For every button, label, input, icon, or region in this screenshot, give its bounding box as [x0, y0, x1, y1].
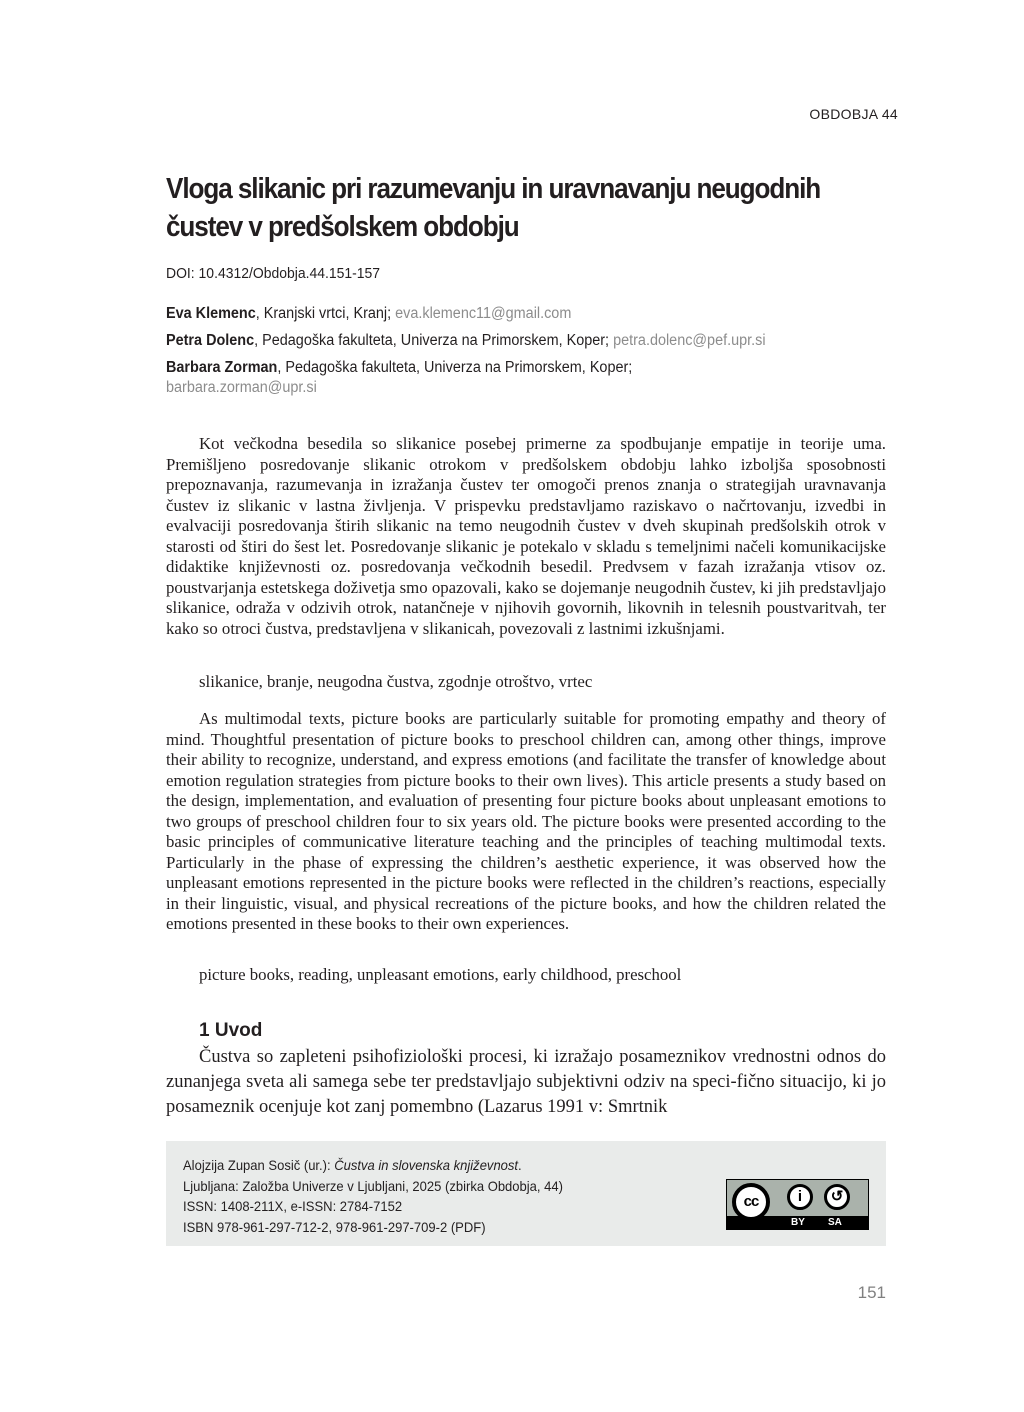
author-affiliation: , Pedagoška fakulteta, Univerza na Primorskem, Koper;: [254, 332, 614, 349]
running-head: OBDOBJA 44: [809, 106, 898, 122]
abstract-slovene: [166, 434, 886, 639]
author-email[interactable]: petra.dolenc@pef.upr.si: [613, 332, 766, 349]
publication-info: [183, 1155, 563, 1237]
cc-by-sa-license-badge[interactable]: [726, 1179, 869, 1230]
issn-line: ISSN: 1408-211X, e-ISSN: 2784-7152: [183, 1198, 403, 1214]
page-number: 151: [857, 1283, 886, 1302]
isbn-line: ISBN 978-961-297-712-2, 978-961-297-709-2 (PDF): [183, 1218, 486, 1235]
author-name: Petra Dolenc: [166, 332, 255, 349]
keywords-english: picture books, reading, unpleasant emotions, early childhood, preschool: [199, 965, 682, 984]
author-email[interactable]: barbara.zorman@upr.si: [166, 379, 317, 396]
attribution-person-icon: i: [787, 1184, 813, 1210]
author-name: Eva Klemenc: [166, 305, 256, 322]
author-affiliation: , Pedagoška fakulteta, Univerza na Primorskem, Koper;: [277, 359, 633, 376]
by-label: BY: [791, 1217, 805, 1228]
cc-icon: cc: [732, 1183, 770, 1221]
abstract-slovene-text: Kot večkodna besedila so slikanice posebej primerne za spodbujanje empatije in teorije uma. Premišljeno posredovanje slikanic otrokom v predšolskem obdobju lahko izboljša sposobnosti prepoznavanja, razumevanja in izražanja čustev ter omogoči prenos znanja o strategijah uravnavanja čustev iz slikanic v lastna življenja. V prispevku predstavljamo raziskavo o načrtovanju, izvedbi in evalvaciji posredovanja štirih slikanic na temo neugodnih čustev v dveh skupinah predšolskih otrok v starosti od štiri do šest let. Posredovanje slikanic je potekalo v skladu s temeljnimi načeli komunikacijske didaktike književnosti oz. posredovanja večkodnih besedil. Predvsem v fazah izražanja vtisov oz. poustvarjanja estetskega doživetja smo opazovali, kako se dojemanje neugodnih čustev, ki jih predstavljajo slikanice, odraža v odzivih otrok, natančneje v njihovih govornih, likovnih in telesnih poustvaritvah, ter kako so otroci čustva, predstavljena v slikanicah, povezovali z lastnimi izkušnjami.: [166, 434, 886, 638]
author-entry: [166, 304, 873, 324]
publisher-line: Ljubljana: Založba Univerze v Ljubljani, 2025 (zbirka Obdobja, 44): [183, 1177, 563, 1194]
author-entry: [166, 358, 873, 398]
editor: Alojzija Zupan Sosič (ur.):: [183, 1157, 335, 1173]
author-email[interactable]: eva.klemenc11@gmail.com: [395, 305, 572, 322]
author-name: Barbara Zorman: [166, 359, 278, 376]
share-alike-icon: ↺: [824, 1184, 850, 1210]
publication-info-box: [166, 1141, 886, 1246]
sa-label: SA: [828, 1217, 842, 1228]
book-title-period: .: [518, 1157, 522, 1173]
keywords-slovene: slikanice, branje, neugodna čustva, zgodnje otroštvo, vrtec: [199, 672, 593, 691]
author-affiliation: , Kranjski vrtci, Kranj;: [255, 305, 396, 322]
doi: DOI: 10.4312/Obdobja.44.151-157: [166, 265, 381, 282]
section-body: [166, 1045, 886, 1120]
article-title: Vloga slikanic pri razumevanju in uravnavanju neugodnih čustev v predšolskem obdobju: [166, 173, 821, 243]
author-list: [166, 304, 873, 405]
section-paragraph: Čustva so zapleteni psihofiziološki procesi, ki izražajo posameznikov vrednostni odnos do zunanjega sveta ali samega sebe ter predstavljajo subjektivni odziv na speci-fično situacijo, ki jo posameznik ocenjuje kot zanj pomembno (Lazarus 1991 v: Smrtnik: [166, 1047, 886, 1117]
abstract-english-text: As multimodal texts, picture books are particularly suitable for promoting empathy and theory of mind. Thoughtful presentation of picture books to preschool children can, among other things, improve their ability to recognize, understand, and express emotions (and facilitate the transfer of knowledge about emotion regulation strategies from picture books to their own lives). This article presents a study based on the design, implementation, and evaluation of presenting four picture books about unpleasant emotions to two groups of preschool children four to six years old. The picture books were presented according to the basic principles of communicative literature teaching and the principles of teaching multimodal texts. Particularly in the phase of expressing the children’s aesthetic experience, it was observed how the unpleasant emotions represented in the picture books were reflected in the children’s reactions, especially in their linguistic, visual, and physical recreations of the picture books, and how the children related the emotions presented in these books to their own experiences.: [166, 709, 886, 933]
abstract-english: [166, 709, 886, 935]
section-heading: 1 Uvod: [199, 1020, 263, 1041]
book-title: Čustva in slovenska književnost: [334, 1157, 519, 1173]
author-entry: [166, 331, 873, 351]
editor-line: [183, 1155, 563, 1176]
